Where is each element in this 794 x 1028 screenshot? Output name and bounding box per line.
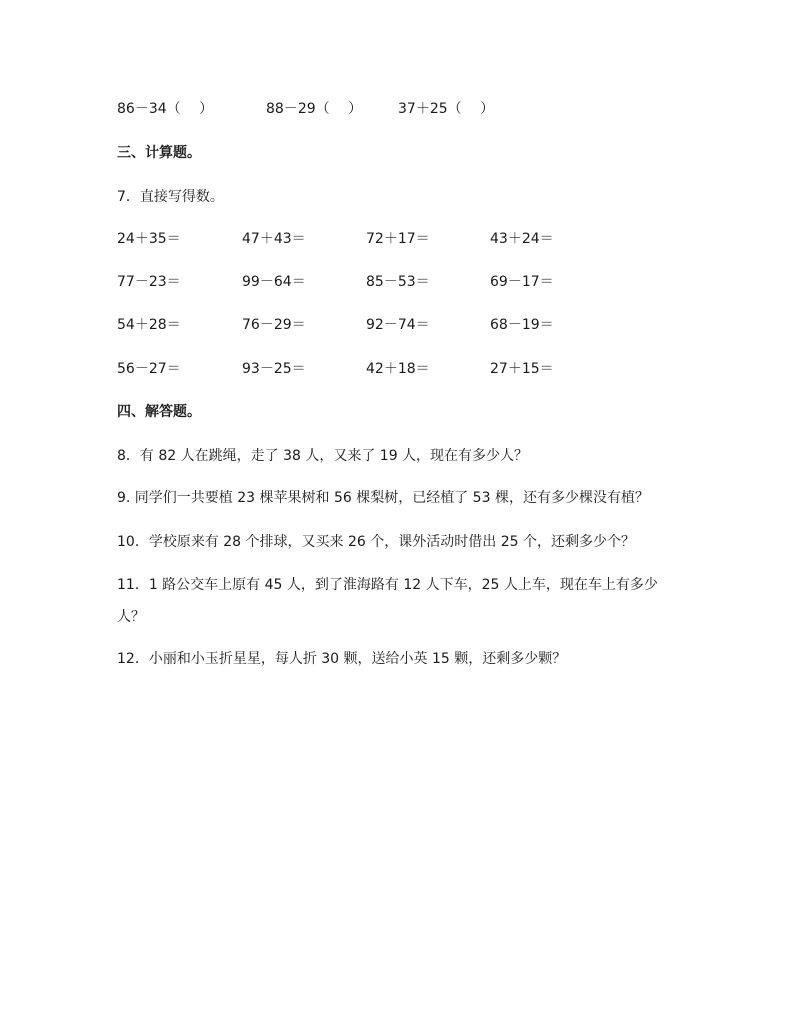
question-12: 12．小丽和小玉折星星，每人折 30 颗，送给小英 15 颗，还剩多少颗？ xyxy=(117,651,567,667)
calc-item: 68－19＝ xyxy=(490,317,554,333)
expression-86-34: 86－34（ ） xyxy=(117,101,214,117)
calc-item: 93－25＝ xyxy=(242,361,306,377)
section-4-title: 四、解答题。 xyxy=(117,404,201,420)
calc-item: 92－74＝ xyxy=(366,317,430,333)
calc-item: 54＋28＝ xyxy=(117,317,181,333)
expression-88-29: 88－29（ ） xyxy=(266,101,363,117)
calc-item: 47＋43＝ xyxy=(242,231,306,247)
section-3-title: 三、计算题。 xyxy=(117,145,201,161)
question-11: 11．1 路公交车上原有 45 人，到了淮海路有 12 人下车，25 人上车，现在车上有多少人？ xyxy=(117,577,658,625)
calc-item: 69－17＝ xyxy=(490,274,554,290)
calc-item: 72＋17＝ xyxy=(366,231,430,247)
calc-item: 56－27＝ xyxy=(117,361,181,377)
calc-item: 27＋15＝ xyxy=(490,361,554,377)
question-10: 10．学校原来有 28 个排球，又买来 26 个，课外活动时借出 25 个，还剩多少个？ xyxy=(117,534,635,550)
expression-37-25: 37＋25（ ） xyxy=(398,101,495,117)
calc-item: 24＋35＝ xyxy=(117,231,181,247)
calc-item: 77－23＝ xyxy=(117,274,181,290)
question-7: 7．直接写得数。 xyxy=(117,189,224,205)
calc-item: 85－53＝ xyxy=(366,274,430,290)
question-8: 8．有 82 人在跳绳，走了 38 人，又来了 19 人，现在有多少人？ xyxy=(117,448,529,464)
calc-item: 99－64＝ xyxy=(242,274,306,290)
calc-item: 43＋24＝ xyxy=(490,231,554,247)
question-9: 9. 同学们一共要植 23 棵苹果树和 56 棵梨树，已经植了 53 棵，还有多少棵没有植？ xyxy=(117,490,649,506)
calc-item: 42＋18＝ xyxy=(366,361,430,377)
calc-item: 76－29＝ xyxy=(242,317,306,333)
